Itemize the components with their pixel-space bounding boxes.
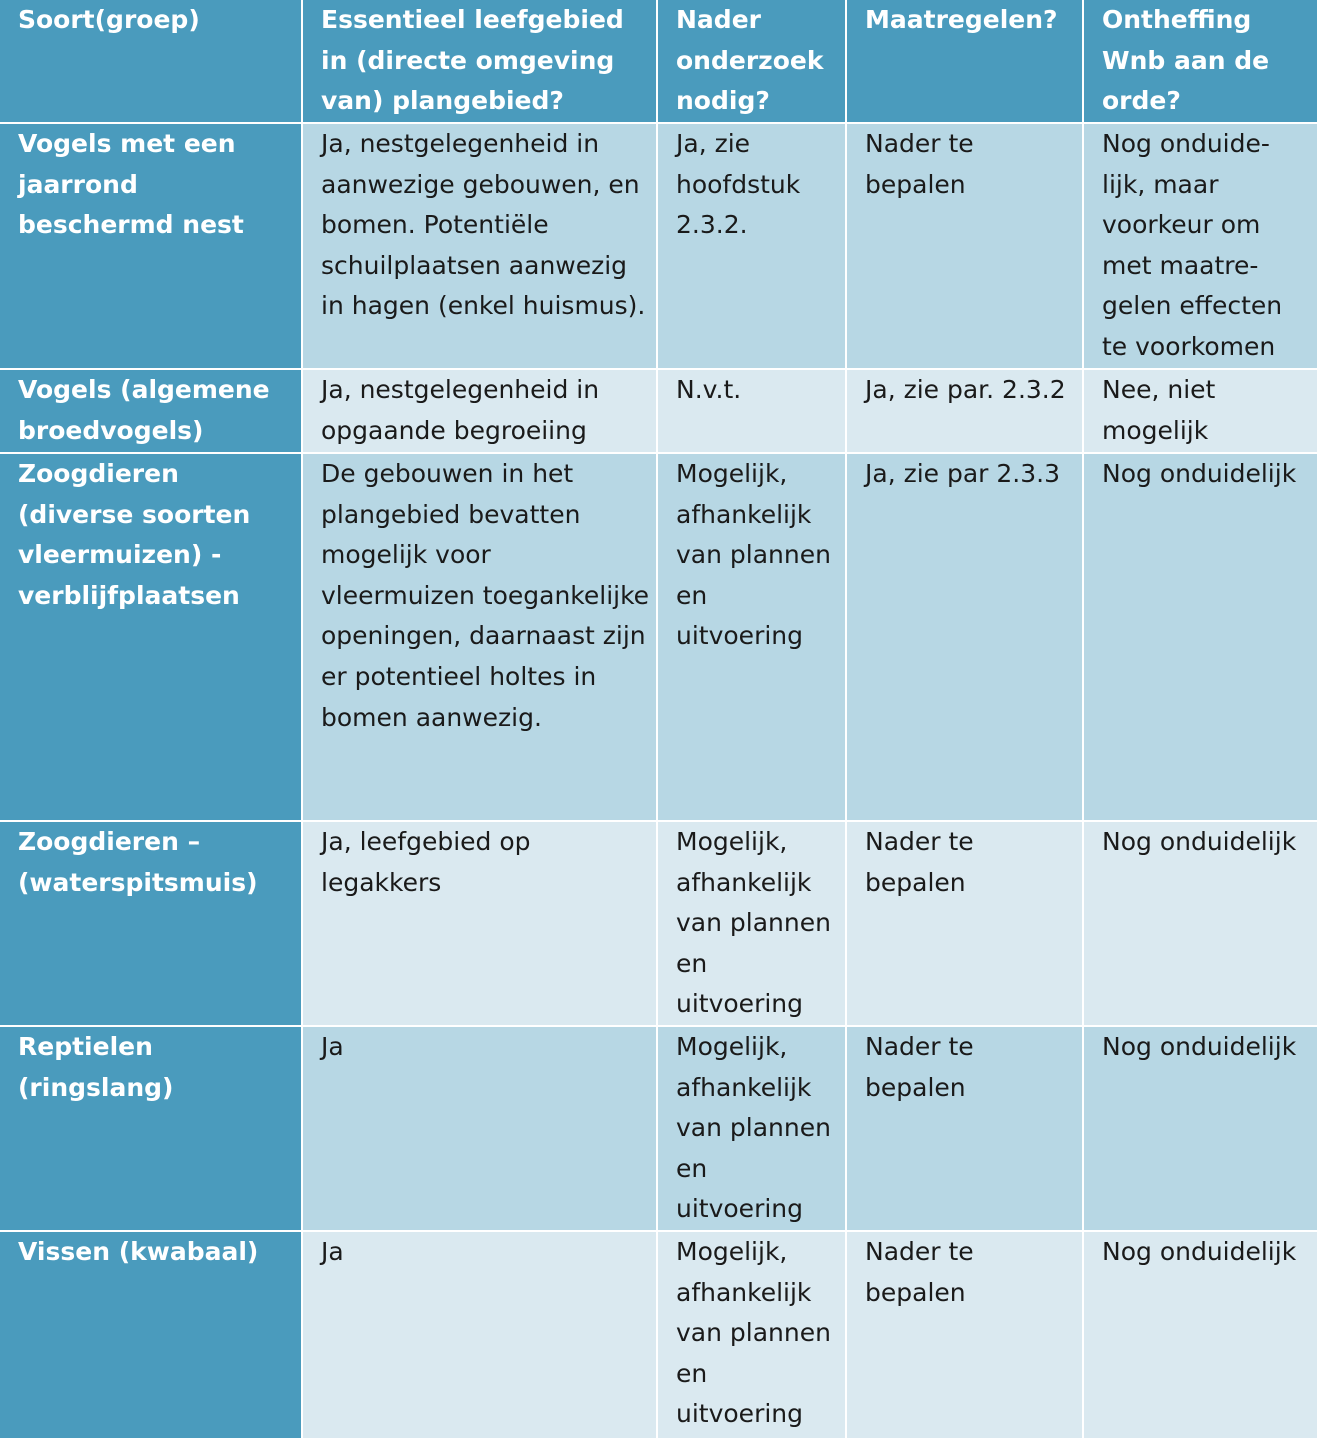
- table-row: [0, 369, 1318, 453]
- header-maatregelen: Maatregelen?: [846, 0, 1083, 123]
- cell-leefgebied: Ja: [302, 1026, 657, 1231]
- cell-leefgebied: Ja, nestgelegenheid in opgaande begroeiing: [302, 369, 657, 453]
- cell-ontheffing: Nog onduidelijk: [1083, 1231, 1318, 1439]
- table-row: [0, 821, 1318, 1026]
- cell-leefgebied: De gebouwen in het plangebied bevatten mogelijk voor vleermuizen toegankelijke openingen, daarnaast zijn er potentieel holtes in bomen aanwezig.: [302, 453, 657, 821]
- cell-nader-onderzoek: N.v.t.: [657, 369, 846, 453]
- cell-soortgroep: Vogels met een jaarrond beschermd nest: [0, 123, 302, 369]
- cell-maatregelen: Nader te bepalen: [846, 1026, 1083, 1231]
- cell-ontheffing: Nog onduidelijk: [1083, 453, 1318, 821]
- table-row: [0, 453, 1318, 821]
- cell-leefgebied: Ja, nestgelegenheid in aanwezige gebouwen, en bomen. Potentiële schuilplaatsen aanwezig in hagen (enkel huismus).: [302, 123, 657, 369]
- cell-soortgroep: Zoogdieren – (waterspitsmuis): [0, 821, 302, 1026]
- cell-nader-onderzoek: Ja, zie hoofdstuk 2.3.2.: [657, 123, 846, 369]
- cell-ontheffing: Nog onduidelijk: [1083, 821, 1318, 1026]
- cell-nader-onderzoek: Mogelijk, afhankelijk van plannen en uitvoering: [657, 821, 846, 1026]
- cell-maatregelen: Nader te bepalen: [846, 1231, 1083, 1439]
- cell-ontheffing: Nog onduidelijk: [1083, 1026, 1318, 1231]
- table-row: [0, 123, 1318, 369]
- header-ontheffing: Ontheffing Wnb aan de orde?: [1083, 0, 1318, 123]
- header-soortgroep: Soort(groep): [0, 0, 302, 123]
- cell-maatregelen: Nader te bepalen: [846, 123, 1083, 369]
- cell-leefgebied: Ja: [302, 1231, 657, 1439]
- cell-maatregelen: Ja, zie par 2.3.3: [846, 453, 1083, 821]
- header-row: [0, 0, 1318, 123]
- cell-nader-onderzoek: Mogelijk, afhankelijk van plannen en uitvoering: [657, 1026, 846, 1231]
- header-leefgebied: Essentieel leefgebied in (directe omgeving van) plangebied?: [302, 0, 657, 123]
- cell-maatregelen: Nader te bepalen: [846, 821, 1083, 1026]
- cell-maatregelen: Ja, zie par. 2.3.2: [846, 369, 1083, 453]
- cell-ontheffing: Nee, niet mogelijk: [1083, 369, 1318, 453]
- cell-leefgebied: Ja, leefgebied op legakkers: [302, 821, 657, 1026]
- cell-soortgroep: Vissen (kwabaal): [0, 1231, 302, 1439]
- table-body: [0, 123, 1318, 1439]
- cell-nader-onderzoek: Mogelijk, afhankelijk van plannen en uitvoering: [657, 453, 846, 821]
- table-row: [0, 1231, 1318, 1439]
- table-header: [0, 0, 1318, 123]
- cell-ontheffing: Nog onduide- lijk, maar voorkeur om met maatre- gelen effecten te voorkomen: [1083, 123, 1318, 369]
- cell-soortgroep: Reptielen (ringslang): [0, 1026, 302, 1231]
- cell-nader-onderzoek: Mogelijk, afhankelijk van plannen en uitvoering: [657, 1231, 846, 1439]
- header-nader-onderzoek: Nader onderzoek nodig?: [657, 0, 846, 123]
- table-row: [0, 1026, 1318, 1231]
- cell-soortgroep: Zoogdieren (diverse soorten vleermuizen) - verblijfplaatsen: [0, 453, 302, 821]
- cell-soortgroep: Vogels (algemene broedvogels): [0, 369, 302, 453]
